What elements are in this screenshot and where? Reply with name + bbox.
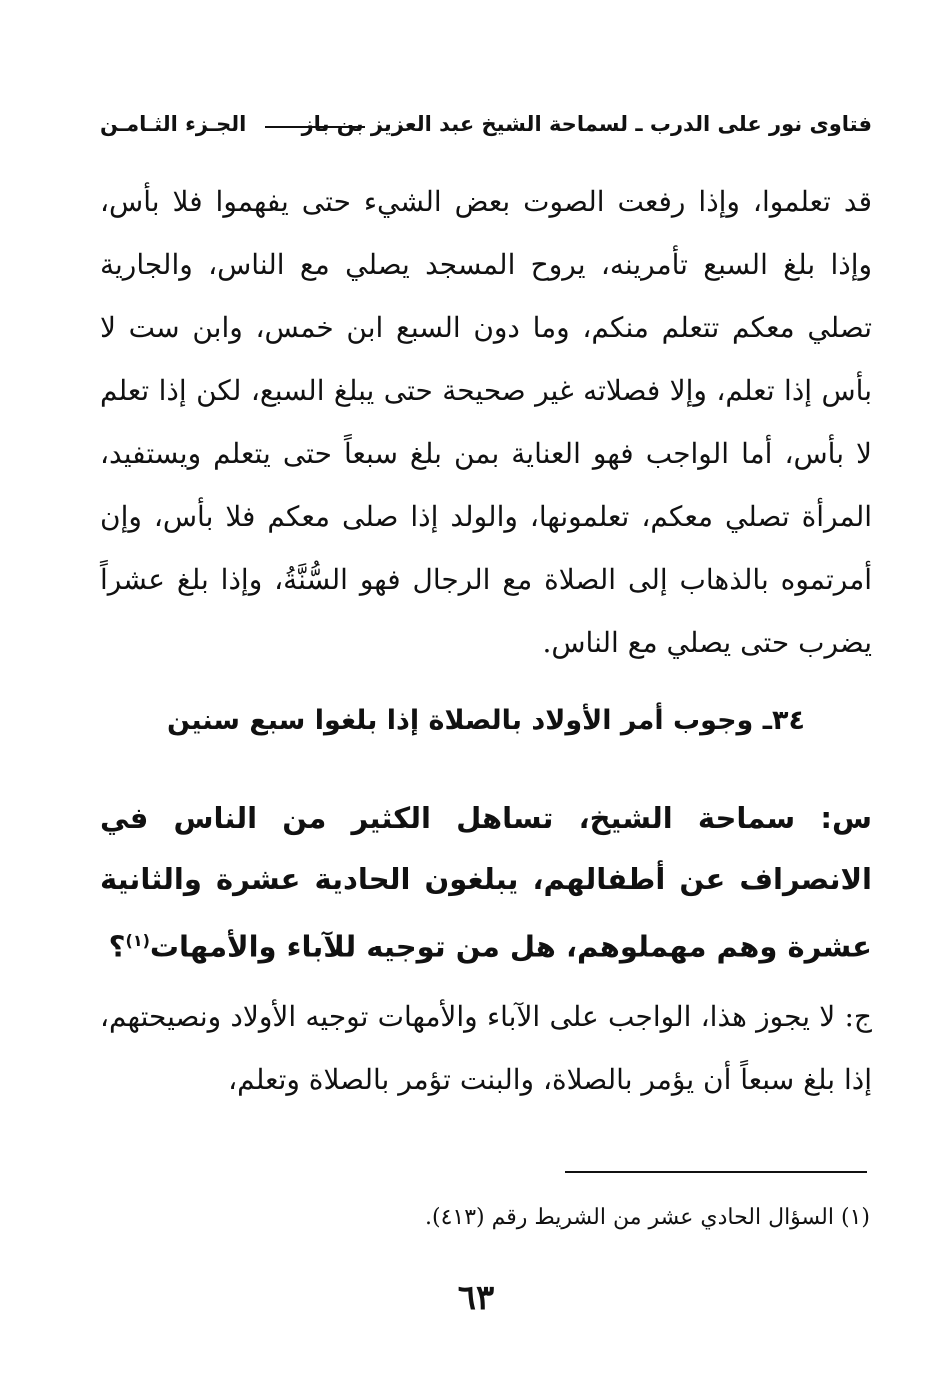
header-rule [265, 126, 365, 128]
intro-paragraph [100, 170, 872, 674]
question-paragraph [100, 788, 872, 978]
header-book-title: فتاوى نور على الدرب ـ لسماحة الشيخ عبد العزيز بن باز [301, 112, 872, 136]
question-text: س: سماحة الشيخ، تساهل الكثير من الناس في الانصراف عن أطفالهم، يبلغون الحادية عشرة والثانية عشرة وهم مهملوهم، هل من توجيه للآباء والأمهات [100, 801, 872, 964]
footnote-rule [565, 1171, 867, 1173]
question-text-wrap [100, 788, 872, 978]
page-number: ٦٣ [457, 1278, 495, 1318]
answer-text: ج: لا يجوز هذا، الواجب على الآباء والأمهات توجيه الأولاد ونصيحتهم، إذا بلغ سبعاً أن يؤمر بالصلاة، والبنت تؤمر بالصلاة وتعلم، [100, 1000, 872, 1096]
footnote-marker: (١) [125, 931, 150, 950]
footnote: (١) السؤال الحادي عشر من الشريط رقم (٤١٣). [424, 1205, 870, 1230]
section-heading: ٣٤ـ وجوب أمر الأولاد بالصلاة إذا بلغوا سبع سنين [167, 705, 805, 736]
intro-paragraph-text: قد تعلموا، وإذا رفعت الصوت بعض الشيء حتى يفهموا فلا بأس، وإذا بلغ السبع تأمرينه، يروح المسجد يصلي مع الناس، والجارية تصلي معكم تتعلم منكم، وما دون السبع ابن خمس، وابن ست لا بأس إذا تعلم، وإلا فصلاته غير صحيحة حتى يبلغ السبع، لكن إذا تعلم لا بأس، أما الواجب فهو العناية بمن بلغ سبعاً حتى يتعلم ويستفيد، المرأة تصلي معكم، تعلمونها، والولد إذا صلى معكم فلا بأس، وإن أمرتموه بالذهاب إلى الصلاة مع الرجال فهو السُّنَّةُ، وإذا بلغ عشراً يضرب حتى يصلي مع الناس. [100, 185, 872, 659]
question-end: ؟ [108, 929, 126, 964]
answer-paragraph [100, 985, 872, 1111]
header-part-label: الجـزء الثـامـن [100, 112, 247, 136]
running-header [100, 108, 872, 148]
